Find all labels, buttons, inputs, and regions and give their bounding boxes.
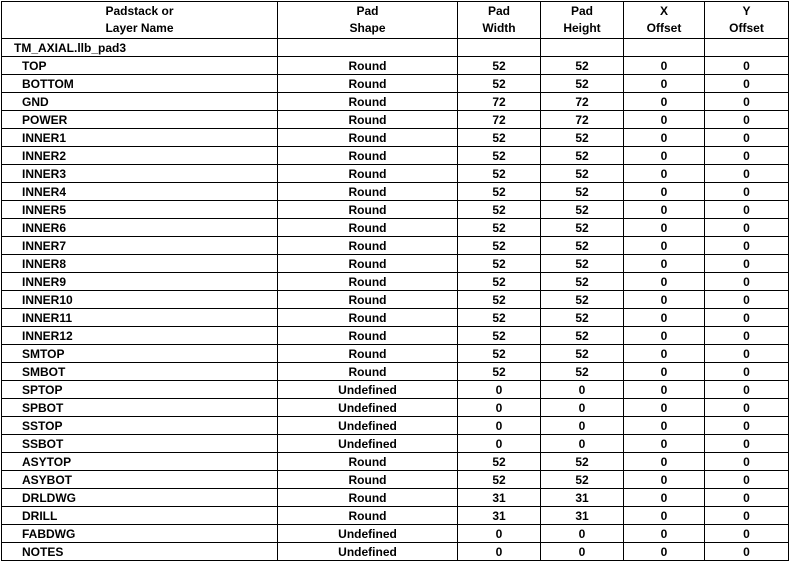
y-offset-cell: 0 bbox=[705, 543, 789, 561]
pad-width-cell: 72 bbox=[458, 93, 541, 111]
pad-shape-cell: Undefined bbox=[278, 435, 458, 453]
empty-cell bbox=[705, 39, 789, 57]
pad-width-cell: 72 bbox=[458, 111, 541, 129]
pad-shape-cell: Round bbox=[278, 183, 458, 201]
pad-width-cell: 52 bbox=[458, 327, 541, 345]
empty-cell bbox=[624, 39, 705, 57]
empty-cell bbox=[278, 39, 458, 57]
pad-height-cell: 52 bbox=[541, 57, 624, 75]
x-offset-cell: 0 bbox=[624, 453, 705, 471]
layer-name-cell: INNER2 bbox=[2, 147, 278, 165]
pad-width-cell: 52 bbox=[458, 237, 541, 255]
layer-name-cell: INNER11 bbox=[2, 309, 278, 327]
table-row bbox=[2, 363, 789, 381]
pad-shape-cell: Round bbox=[278, 201, 458, 219]
header-line: Offset bbox=[729, 21, 764, 35]
layer-name-cell: DRLDWG bbox=[2, 489, 278, 507]
pad-height-cell: 52 bbox=[541, 201, 624, 219]
header-pad-shape bbox=[278, 2, 458, 39]
y-offset-cell: 0 bbox=[705, 507, 789, 525]
x-offset-cell: 0 bbox=[624, 381, 705, 399]
x-offset-cell: 0 bbox=[624, 75, 705, 93]
table-row bbox=[2, 255, 789, 273]
x-offset-cell: 0 bbox=[624, 273, 705, 291]
layer-name-cell: SSTOP bbox=[2, 417, 278, 435]
y-offset-cell: 0 bbox=[705, 147, 789, 165]
y-offset-cell: 0 bbox=[705, 57, 789, 75]
y-offset-cell: 0 bbox=[705, 309, 789, 327]
pad-width-cell: 52 bbox=[458, 147, 541, 165]
x-offset-cell: 0 bbox=[624, 417, 705, 435]
header-x-offset bbox=[624, 2, 705, 39]
pad-shape-cell: Round bbox=[278, 237, 458, 255]
x-offset-cell: 0 bbox=[624, 327, 705, 345]
layer-name-cell: GND bbox=[2, 93, 278, 111]
table-row bbox=[2, 435, 789, 453]
x-offset-cell: 0 bbox=[624, 489, 705, 507]
pad-shape-cell: Round bbox=[278, 327, 458, 345]
y-offset-cell: 0 bbox=[705, 165, 789, 183]
pad-shape-cell: Round bbox=[278, 507, 458, 525]
pad-width-cell: 31 bbox=[458, 489, 541, 507]
layer-name-cell: ASYTOP bbox=[2, 453, 278, 471]
x-offset-cell: 0 bbox=[624, 183, 705, 201]
header-y-offset bbox=[705, 2, 789, 39]
x-offset-cell: 0 bbox=[624, 111, 705, 129]
y-offset-cell: 0 bbox=[705, 417, 789, 435]
pad-height-cell: 52 bbox=[541, 363, 624, 381]
pad-height-cell: 72 bbox=[541, 93, 624, 111]
layer-name-cell: INNER4 bbox=[2, 183, 278, 201]
pad-height-cell: 0 bbox=[541, 417, 624, 435]
pad-width-cell: 0 bbox=[458, 543, 541, 561]
x-offset-cell: 0 bbox=[624, 507, 705, 525]
header-line: Pad bbox=[570, 4, 593, 18]
pad-width-cell: 31 bbox=[458, 507, 541, 525]
header-line: Pad bbox=[487, 4, 510, 18]
pad-height-cell: 52 bbox=[541, 453, 624, 471]
pad-height-cell: 52 bbox=[541, 273, 624, 291]
layer-name-cell: INNER12 bbox=[2, 327, 278, 345]
pad-shape-cell: Undefined bbox=[278, 381, 458, 399]
pad-shape-cell: Round bbox=[278, 93, 458, 111]
pad-height-cell: 52 bbox=[541, 345, 624, 363]
y-offset-cell: 0 bbox=[705, 201, 789, 219]
layer-name-cell: ASYBOT bbox=[2, 471, 278, 489]
x-offset-cell: 0 bbox=[624, 291, 705, 309]
x-offset-cell: 0 bbox=[624, 237, 705, 255]
table-row bbox=[2, 525, 789, 543]
pad-shape-cell: Round bbox=[278, 165, 458, 183]
header-layer-name bbox=[2, 2, 278, 39]
table-row bbox=[2, 219, 789, 237]
y-offset-cell: 0 bbox=[705, 183, 789, 201]
pad-shape-cell: Round bbox=[278, 255, 458, 273]
x-offset-cell: 0 bbox=[624, 147, 705, 165]
table-row bbox=[2, 453, 789, 471]
x-offset-cell: 0 bbox=[624, 309, 705, 327]
pad-width-cell: 52 bbox=[458, 453, 541, 471]
pad-shape-cell: Round bbox=[278, 75, 458, 93]
pad-width-cell: 52 bbox=[458, 291, 541, 309]
pad-shape-cell: Round bbox=[278, 129, 458, 147]
pad-width-cell: 52 bbox=[458, 183, 541, 201]
pad-height-cell: 52 bbox=[541, 237, 624, 255]
layer-name-cell: NOTES bbox=[2, 543, 278, 561]
table-row bbox=[2, 57, 789, 75]
pad-width-cell: 52 bbox=[458, 219, 541, 237]
y-offset-cell: 0 bbox=[705, 381, 789, 399]
header-line: Layer Name bbox=[105, 21, 174, 35]
table-row bbox=[2, 93, 789, 111]
table-row bbox=[2, 291, 789, 309]
x-offset-cell: 0 bbox=[624, 363, 705, 381]
empty-cell bbox=[458, 39, 541, 57]
y-offset-cell: 0 bbox=[705, 453, 789, 471]
y-offset-cell: 0 bbox=[705, 129, 789, 147]
layer-name-cell: SPBOT bbox=[2, 399, 278, 417]
pad-width-cell: 0 bbox=[458, 435, 541, 453]
y-offset-cell: 0 bbox=[705, 525, 789, 543]
pad-shape-cell: Round bbox=[278, 489, 458, 507]
x-offset-cell: 0 bbox=[624, 201, 705, 219]
y-offset-cell: 0 bbox=[705, 345, 789, 363]
table-row bbox=[2, 489, 789, 507]
pad-shape-cell: Undefined bbox=[278, 417, 458, 435]
table-row bbox=[2, 543, 789, 561]
header-line: Offset bbox=[646, 21, 682, 35]
layer-name-cell: SSBOT bbox=[2, 435, 278, 453]
table-row bbox=[2, 381, 789, 399]
pad-width-cell: 52 bbox=[458, 57, 541, 75]
pad-width-cell: 52 bbox=[458, 471, 541, 489]
pad-height-cell: 31 bbox=[541, 489, 624, 507]
table-row bbox=[2, 507, 789, 525]
pad-height-cell: 52 bbox=[541, 219, 624, 237]
pad-width-cell: 52 bbox=[458, 255, 541, 273]
layer-name-cell: INNER6 bbox=[2, 219, 278, 237]
pad-height-cell: 0 bbox=[541, 399, 624, 417]
pad-shape-cell: Undefined bbox=[278, 543, 458, 561]
table-row bbox=[2, 147, 789, 165]
pad-height-cell: 52 bbox=[541, 183, 624, 201]
layer-name-cell: INNER5 bbox=[2, 201, 278, 219]
y-offset-cell: 0 bbox=[705, 399, 789, 417]
layer-name-cell: INNER9 bbox=[2, 273, 278, 291]
pad-shape-cell: Round bbox=[278, 147, 458, 165]
pad-width-cell: 52 bbox=[458, 75, 541, 93]
x-offset-cell: 0 bbox=[624, 345, 705, 363]
table-header bbox=[2, 2, 789, 39]
pad-width-cell: 0 bbox=[458, 399, 541, 417]
pad-width-cell: 52 bbox=[458, 363, 541, 381]
layer-name-cell: BOTTOM bbox=[2, 75, 278, 93]
x-offset-cell: 0 bbox=[624, 525, 705, 543]
padstack-table bbox=[1, 1, 789, 561]
pad-height-cell: 72 bbox=[541, 111, 624, 129]
pad-shape-cell: Round bbox=[278, 111, 458, 129]
y-offset-cell: 0 bbox=[705, 219, 789, 237]
table-row bbox=[2, 111, 789, 129]
x-offset-cell: 0 bbox=[624, 219, 705, 237]
y-offset-cell: 0 bbox=[705, 291, 789, 309]
x-offset-cell: 0 bbox=[624, 93, 705, 111]
header-line: X bbox=[659, 4, 668, 18]
y-offset-cell: 0 bbox=[705, 327, 789, 345]
pad-height-cell: 52 bbox=[541, 471, 624, 489]
pad-height-cell: 0 bbox=[541, 381, 624, 399]
layer-name-cell: DRILL bbox=[2, 507, 278, 525]
table-row bbox=[2, 165, 789, 183]
pad-shape-cell: Round bbox=[278, 471, 458, 489]
table-row bbox=[2, 345, 789, 363]
table-row bbox=[2, 237, 789, 255]
table-row bbox=[2, 129, 789, 147]
pad-shape-cell: Round bbox=[278, 309, 458, 327]
header-line: Y bbox=[742, 4, 751, 18]
pad-shape-cell: Round bbox=[278, 363, 458, 381]
y-offset-cell: 0 bbox=[705, 273, 789, 291]
pad-width-cell: 52 bbox=[458, 165, 541, 183]
table-row bbox=[2, 471, 789, 489]
x-offset-cell: 0 bbox=[624, 543, 705, 561]
x-offset-cell: 0 bbox=[624, 57, 705, 75]
header-row bbox=[2, 2, 789, 39]
pad-height-cell: 52 bbox=[541, 309, 624, 327]
header-line: Shape bbox=[349, 21, 386, 35]
pad-width-cell: 52 bbox=[458, 201, 541, 219]
y-offset-cell: 0 bbox=[705, 75, 789, 93]
padstack-group-row bbox=[2, 39, 789, 57]
x-offset-cell: 0 bbox=[624, 399, 705, 417]
layer-name-cell: SMBOT bbox=[2, 363, 278, 381]
pad-width-cell: 52 bbox=[458, 129, 541, 147]
pad-height-cell: 0 bbox=[541, 543, 624, 561]
y-offset-cell: 0 bbox=[705, 471, 789, 489]
y-offset-cell: 0 bbox=[705, 237, 789, 255]
layer-name-cell: INNER1 bbox=[2, 129, 278, 147]
pad-width-cell: 0 bbox=[458, 525, 541, 543]
pad-shape-cell: Round bbox=[278, 219, 458, 237]
pad-shape-cell: Round bbox=[278, 57, 458, 75]
pad-height-cell: 52 bbox=[541, 327, 624, 345]
y-offset-cell: 0 bbox=[705, 489, 789, 507]
pad-shape-cell: Round bbox=[278, 453, 458, 471]
pad-height-cell: 31 bbox=[541, 507, 624, 525]
table-row bbox=[2, 327, 789, 345]
layer-name-cell: INNER10 bbox=[2, 291, 278, 309]
pad-shape-cell: Undefined bbox=[278, 525, 458, 543]
pad-height-cell: 0 bbox=[541, 525, 624, 543]
pad-shape-cell: Round bbox=[278, 273, 458, 291]
header-line: Width bbox=[482, 21, 516, 35]
x-offset-cell: 0 bbox=[624, 255, 705, 273]
table-row bbox=[2, 417, 789, 435]
header-line: Pad bbox=[356, 4, 379, 18]
y-offset-cell: 0 bbox=[705, 363, 789, 381]
layer-name-cell: FABDWG bbox=[2, 525, 278, 543]
table-body bbox=[2, 39, 789, 561]
pad-width-cell: 52 bbox=[458, 309, 541, 327]
layer-name-cell: TOP bbox=[2, 57, 278, 75]
pad-height-cell: 52 bbox=[541, 75, 624, 93]
header-line: Padstack or bbox=[105, 4, 174, 18]
layer-name-cell: POWER bbox=[2, 111, 278, 129]
pad-width-cell: 0 bbox=[458, 381, 541, 399]
header-line: Height bbox=[563, 21, 601, 35]
table-row bbox=[2, 201, 789, 219]
table-row bbox=[2, 273, 789, 291]
pad-height-cell: 52 bbox=[541, 147, 624, 165]
pad-shape-cell: Round bbox=[278, 291, 458, 309]
layer-name-cell: INNER7 bbox=[2, 237, 278, 255]
layer-name-cell: SPTOP bbox=[2, 381, 278, 399]
y-offset-cell: 0 bbox=[705, 435, 789, 453]
layer-name-cell: SMTOP bbox=[2, 345, 278, 363]
header-pad-width bbox=[458, 2, 541, 39]
y-offset-cell: 0 bbox=[705, 111, 789, 129]
pad-width-cell: 0 bbox=[458, 417, 541, 435]
pad-width-cell: 52 bbox=[458, 273, 541, 291]
x-offset-cell: 0 bbox=[624, 435, 705, 453]
pad-shape-cell: Round bbox=[278, 345, 458, 363]
pad-height-cell: 52 bbox=[541, 291, 624, 309]
header-pad-height bbox=[541, 2, 624, 39]
pad-height-cell: 52 bbox=[541, 255, 624, 273]
layer-name-cell: INNER3 bbox=[2, 165, 278, 183]
table-row bbox=[2, 309, 789, 327]
x-offset-cell: 0 bbox=[624, 129, 705, 147]
pad-height-cell: 52 bbox=[541, 129, 624, 147]
table-row bbox=[2, 75, 789, 93]
y-offset-cell: 0 bbox=[705, 93, 789, 111]
x-offset-cell: 0 bbox=[624, 471, 705, 489]
padstack-name: TM_AXIAL.llb_pad3 bbox=[2, 39, 278, 57]
table-row bbox=[2, 399, 789, 417]
layer-name-cell: INNER8 bbox=[2, 255, 278, 273]
y-offset-cell: 0 bbox=[705, 255, 789, 273]
x-offset-cell: 0 bbox=[624, 165, 705, 183]
pad-height-cell: 52 bbox=[541, 165, 624, 183]
table-row bbox=[2, 183, 789, 201]
pad-shape-cell: Undefined bbox=[278, 399, 458, 417]
empty-cell bbox=[541, 39, 624, 57]
pad-height-cell: 0 bbox=[541, 435, 624, 453]
pad-width-cell: 52 bbox=[458, 345, 541, 363]
